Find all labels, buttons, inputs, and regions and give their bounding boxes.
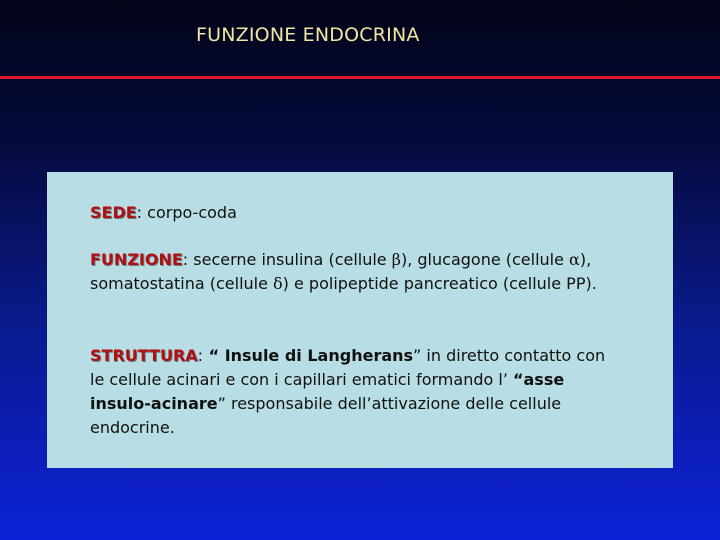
slide-title: FUNZIONE ENDOCRINA (196, 24, 420, 46)
struttura-bold-2: “asse (512, 370, 565, 389)
funzione-label: FUNZIONE (90, 250, 183, 269)
funzione-text-2: ), glucagone (cellule (400, 250, 570, 269)
struttura-open-quote: “ (203, 346, 225, 365)
struttura-colon: : (197, 346, 204, 365)
funzione-paragraph (90, 248, 665, 296)
struttura-text-4: endocrine. (90, 418, 175, 437)
funzione-text-3: ), (579, 250, 592, 269)
funzione-text-1: secerne insulina (cellule (188, 250, 392, 269)
delta-symbol: δ (273, 274, 283, 293)
struttura-bold-3: insulo-acinare (90, 394, 218, 413)
struttura-text-2: le cellule acinari e con i capillari ematici formando l’ (90, 370, 513, 389)
struttura-label: STRUTTURA (90, 346, 198, 365)
title-divider (0, 76, 720, 79)
sede-label: SEDE (90, 203, 137, 222)
alpha-symbol: α (569, 250, 580, 269)
funzione-text-4: somatostatina (cellule (90, 274, 274, 293)
beta-symbol: β (391, 250, 401, 269)
funzione-colon: : (182, 250, 189, 269)
content-panel (47, 172, 673, 468)
struttura-paragraph (90, 344, 665, 440)
sede-text: corpo-coda (142, 203, 237, 222)
struttura-bold-1: Insule di Langherans (224, 346, 414, 365)
struttura-text-1: ” in diretto contatto con (413, 346, 606, 365)
sede-colon: : (136, 203, 143, 222)
funzione-text-5: ) e polipeptide pancreatico (cellule PP). (282, 274, 597, 293)
sede-paragraph (90, 201, 665, 225)
struttura-text-3: ” responsabile dell’attivazione delle cellule (217, 394, 562, 413)
